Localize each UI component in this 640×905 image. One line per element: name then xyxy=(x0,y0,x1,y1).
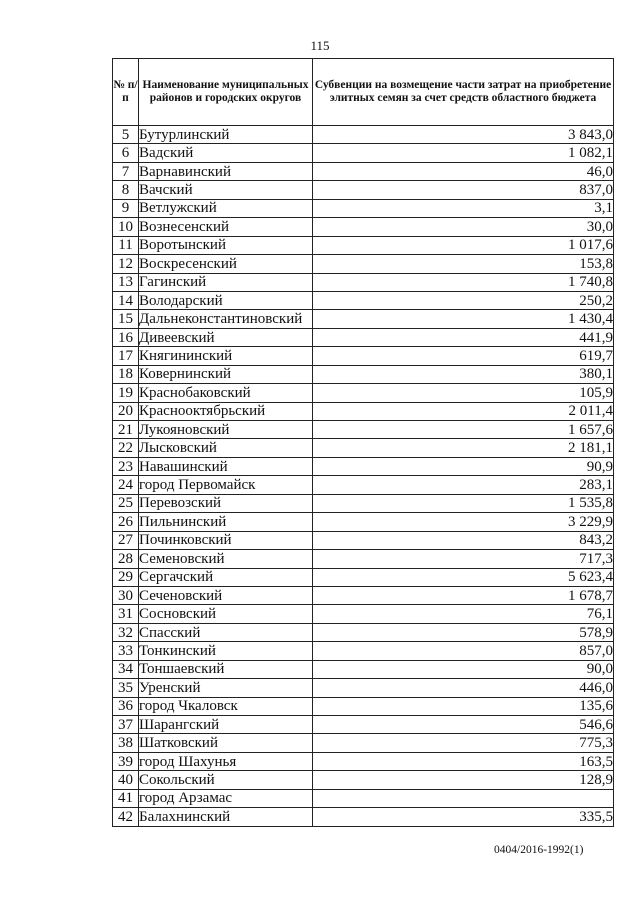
row-number: 33 xyxy=(113,642,139,660)
row-number: 32 xyxy=(113,623,139,641)
row-number: 16 xyxy=(113,328,139,346)
table-row xyxy=(113,291,614,309)
subsidy-value: 2 181,1 xyxy=(313,439,614,457)
district-name: Тоншаевский xyxy=(139,660,313,678)
row-number: 20 xyxy=(113,402,139,420)
subsidy-value: 2 011,4 xyxy=(313,402,614,420)
header-num: № п/п xyxy=(113,59,139,126)
row-number: 38 xyxy=(113,734,139,752)
district-name: Семеновский xyxy=(139,550,313,568)
table-row xyxy=(113,236,614,254)
district-name: Балахнинский xyxy=(139,808,313,826)
table-row xyxy=(113,181,614,199)
table-row xyxy=(113,771,614,789)
subsidy-value: 380,1 xyxy=(313,365,614,383)
table-row xyxy=(113,365,614,383)
district-name: Тонкинский xyxy=(139,642,313,660)
row-number: 23 xyxy=(113,457,139,475)
subsidy-value: 105,9 xyxy=(313,384,614,402)
district-name: Вадский xyxy=(139,144,313,162)
district-name: Шарангский xyxy=(139,716,313,734)
row-number: 22 xyxy=(113,439,139,457)
row-number: 41 xyxy=(113,789,139,807)
district-name: Краснобаковский xyxy=(139,384,313,402)
table-row xyxy=(113,716,614,734)
subsidy-value: 283,1 xyxy=(313,476,614,494)
table-row xyxy=(113,605,614,623)
table-row xyxy=(113,752,614,770)
header-value: Субвенции на возмещение части затрат на приобретение элитных семян за счет средств областного бюджета xyxy=(313,59,614,126)
subsidy-value: 1 740,8 xyxy=(313,273,614,291)
header-name: Наименование муниципальных районов и городских округов xyxy=(139,59,313,126)
subsidy-value: 3 843,0 xyxy=(313,126,614,144)
subsidy-value: 30,0 xyxy=(313,218,614,236)
table-row xyxy=(113,199,614,217)
subsidy-value: 1 535,8 xyxy=(313,494,614,512)
table-row xyxy=(113,273,614,291)
table-row xyxy=(113,218,614,236)
row-number: 40 xyxy=(113,771,139,789)
row-number: 26 xyxy=(113,513,139,531)
district-name: Сокольский xyxy=(139,771,313,789)
district-name: Воротынский xyxy=(139,236,313,254)
document-code: 0404/2016-1992(1) xyxy=(494,844,584,856)
district-name: Сеченовский xyxy=(139,586,313,604)
district-name: Вознесенский xyxy=(139,218,313,236)
row-number: 5 xyxy=(113,126,139,144)
table-header-row xyxy=(113,59,614,126)
row-number: 12 xyxy=(113,255,139,273)
district-name: Перевозский xyxy=(139,494,313,512)
subsidy-value: 441,9 xyxy=(313,328,614,346)
subsidy-value: 46,0 xyxy=(313,162,614,180)
row-number: 28 xyxy=(113,550,139,568)
subsidy-value: 1 657,6 xyxy=(313,421,614,439)
row-number: 8 xyxy=(113,181,139,199)
subsidy-value: 3,1 xyxy=(313,199,614,217)
row-number: 21 xyxy=(113,421,139,439)
district-name: Шатковский xyxy=(139,734,313,752)
district-name: Дивеевский xyxy=(139,328,313,346)
subsidy-value: 250,2 xyxy=(313,291,614,309)
district-name: Спасский xyxy=(139,623,313,641)
row-number: 24 xyxy=(113,476,139,494)
table-row xyxy=(113,808,614,826)
subsidy-value: 128,9 xyxy=(313,771,614,789)
table-row xyxy=(113,144,614,162)
table-row xyxy=(113,421,614,439)
subsidy-value: 135,6 xyxy=(313,697,614,715)
district-name: Уренский xyxy=(139,679,313,697)
district-name: город Арзамас xyxy=(139,789,313,807)
table-row xyxy=(113,162,614,180)
subsidy-value: 837,0 xyxy=(313,181,614,199)
district-name: город Первомайск xyxy=(139,476,313,494)
row-number: 37 xyxy=(113,716,139,734)
table-row xyxy=(113,623,614,641)
subsidy-value: 857,0 xyxy=(313,642,614,660)
table-row xyxy=(113,347,614,365)
row-number: 13 xyxy=(113,273,139,291)
district-name: Варнавинский xyxy=(139,162,313,180)
district-name: Гагинский xyxy=(139,273,313,291)
row-number: 42 xyxy=(113,808,139,826)
row-number: 30 xyxy=(113,586,139,604)
subsidy-value: 717,3 xyxy=(313,550,614,568)
district-name: Краснооктябрьский xyxy=(139,402,313,420)
table-row xyxy=(113,642,614,660)
table-row xyxy=(113,439,614,457)
subsidy-value: 90,0 xyxy=(313,660,614,678)
row-number: 39 xyxy=(113,752,139,770)
row-number: 6 xyxy=(113,144,139,162)
subsidy-value: 335,5 xyxy=(313,808,614,826)
district-name: город Чкаловск xyxy=(139,697,313,715)
district-name: Воскресенский xyxy=(139,255,313,273)
subsidy-value: 578,9 xyxy=(313,623,614,641)
subsidy-value: 163,5 xyxy=(313,752,614,770)
subsidy-value xyxy=(313,789,614,807)
row-number: 29 xyxy=(113,568,139,586)
district-name: Ковернинский xyxy=(139,365,313,383)
table-row xyxy=(113,328,614,346)
row-number: 27 xyxy=(113,531,139,549)
row-number: 10 xyxy=(113,218,139,236)
page-number: 115 xyxy=(310,38,330,53)
district-name: Княгининский xyxy=(139,347,313,365)
row-number: 18 xyxy=(113,365,139,383)
row-number: 7 xyxy=(113,162,139,180)
table-row xyxy=(113,660,614,678)
table-row xyxy=(113,384,614,402)
table-row xyxy=(113,494,614,512)
district-name: Починковский xyxy=(139,531,313,549)
row-number: 14 xyxy=(113,291,139,309)
row-number: 9 xyxy=(113,199,139,217)
row-number: 36 xyxy=(113,697,139,715)
district-name: Ветлужский xyxy=(139,199,313,217)
subsidy-value: 76,1 xyxy=(313,605,614,623)
district-name: Бутурлинский xyxy=(139,126,313,144)
table-row xyxy=(113,126,614,144)
row-number: 25 xyxy=(113,494,139,512)
table-row xyxy=(113,568,614,586)
subsidy-value: 546,6 xyxy=(313,716,614,734)
row-number: 15 xyxy=(113,310,139,328)
table-row xyxy=(113,457,614,475)
table-row xyxy=(113,513,614,531)
subsidy-value: 1 082,1 xyxy=(313,144,614,162)
subsidy-table xyxy=(112,58,614,827)
district-name: Дальнеконстантиновский xyxy=(139,310,313,328)
row-number: 34 xyxy=(113,660,139,678)
subsidy-value: 5 623,4 xyxy=(313,568,614,586)
subsidy-value: 90,9 xyxy=(313,457,614,475)
subsidy-value: 843,2 xyxy=(313,531,614,549)
subsidy-value: 153,8 xyxy=(313,255,614,273)
row-number: 11 xyxy=(113,236,139,254)
table-row xyxy=(113,789,614,807)
subsidy-value: 775,3 xyxy=(313,734,614,752)
district-name: Навашинский xyxy=(139,457,313,475)
table-row xyxy=(113,531,614,549)
table-body xyxy=(113,126,614,827)
district-name: Володарский xyxy=(139,291,313,309)
district-name: город Шахунья xyxy=(139,752,313,770)
subsidy-value: 1 430,4 xyxy=(313,310,614,328)
subsidy-value: 3 229,9 xyxy=(313,513,614,531)
table-row xyxy=(113,476,614,494)
district-name: Сергачский xyxy=(139,568,313,586)
table-row xyxy=(113,550,614,568)
district-name: Пильнинский xyxy=(139,513,313,531)
subsidy-value: 446,0 xyxy=(313,679,614,697)
table-row xyxy=(113,310,614,328)
table-row xyxy=(113,679,614,697)
table-row xyxy=(113,697,614,715)
district-name: Лысковский xyxy=(139,439,313,457)
subsidy-value: 619,7 xyxy=(313,347,614,365)
district-name: Лукояновский xyxy=(139,421,313,439)
district-name: Сосновский xyxy=(139,605,313,623)
table-row xyxy=(113,255,614,273)
row-number: 35 xyxy=(113,679,139,697)
table-row xyxy=(113,586,614,604)
subsidy-value: 1 017,6 xyxy=(313,236,614,254)
table-row xyxy=(113,402,614,420)
district-name: Вачский xyxy=(139,181,313,199)
table-row xyxy=(113,734,614,752)
row-number: 19 xyxy=(113,384,139,402)
row-number: 17 xyxy=(113,347,139,365)
row-number: 31 xyxy=(113,605,139,623)
subsidy-value: 1 678,7 xyxy=(313,586,614,604)
